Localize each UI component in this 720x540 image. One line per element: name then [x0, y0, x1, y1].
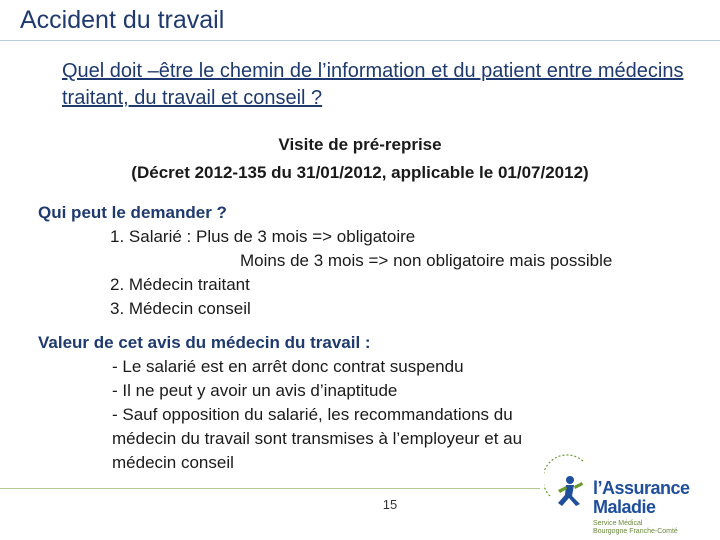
who-item-3: 3. Médecin conseil	[110, 299, 251, 318]
decree-reference: (Décret 2012-135 du 31/01/2012, applicable le 01/07/2012)	[131, 163, 589, 182]
who-item-1-continuation: Moins de 3 mois => non obligatoire mais possible	[240, 251, 613, 270]
title-divider	[0, 40, 720, 41]
section-title: Visite de pré-reprise	[278, 135, 442, 154]
value-item-2: - Il ne peut y avoir un avis d’inaptitude	[112, 381, 398, 400]
value-item-1: - Le salarié est en arrêt donc contrat suspendu	[112, 357, 464, 376]
page-number: 15	[382, 497, 398, 512]
value-heading: Valeur de cet avis du médecin du travail :	[38, 333, 371, 352]
logo-text-line2: Maladie	[593, 497, 656, 517]
logo-emblem-icon	[544, 452, 594, 536]
slide-subtitle: Quel doit –être le chemin de l’information et du patient entre médecins traitant, du travail et conseil ?	[62, 60, 684, 109]
who-item-2: 2. Médecin traitant	[110, 275, 250, 294]
who-heading: Qui peut le demander ?	[38, 203, 227, 222]
logo-text-line1: l’Assurance	[593, 478, 690, 498]
logo-subtext-service: Service Médical	[593, 520, 643, 527]
logo-subtext-region: Bourgogne Franche-Comté	[593, 528, 678, 535]
value-item-3: - Sauf opposition du salarié, les recommandations du	[112, 405, 513, 424]
who-item-1: 1. Salarié : Plus de 3 mois => obligatoire	[110, 227, 416, 246]
value-item-3-line-3: médecin conseil	[112, 453, 234, 472]
slide-title: Accident du travail	[20, 6, 225, 34]
value-item-3-line-2: médecin du travail sont transmises à l’employeur et au	[112, 429, 523, 448]
assurance-maladie-logo	[544, 452, 714, 536]
footer-divider	[0, 488, 540, 489]
